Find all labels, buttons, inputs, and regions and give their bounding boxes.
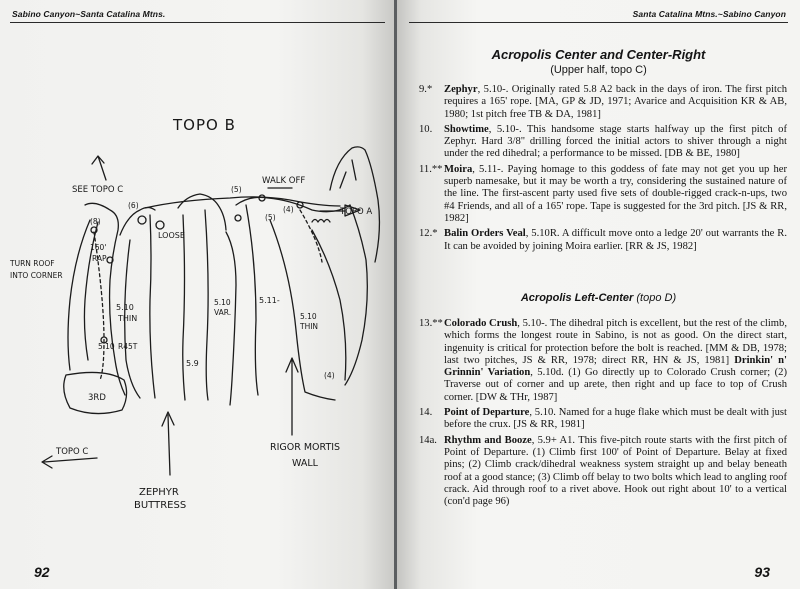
topo-b-drawing (0, 0, 394, 589)
topo-title: TOPO B (173, 116, 236, 134)
svg-text:TOPO C: TOPO C (56, 447, 89, 457)
section-title-left-center: Acropolis Left-Center (topo D) (520, 292, 677, 304)
svg-text:RAP: RAP (92, 254, 107, 263)
route-list-left-center (419, 318, 787, 508)
svg-text:ZEPHYR: ZEPHYR (139, 487, 179, 498)
svg-text:(5): (5) (231, 185, 242, 194)
svg-text:TOPO A: TOPO A (340, 207, 373, 217)
header-rule-right (409, 22, 788, 23)
svg-text:THIN: THIN (300, 322, 319, 331)
svg-text:5.10: 5.10 (116, 303, 134, 312)
svg-text:RIGOR MORTIS: RIGOR MORTIS (270, 442, 341, 453)
svg-text:VAR.: VAR. (214, 308, 232, 317)
left-page (0, 0, 394, 589)
running-head-right: Santa Catalina Mtns.~Sabino Canyon (632, 9, 786, 19)
svg-text:(4): (4) (283, 205, 294, 214)
svg-text:160': 160' (90, 243, 107, 252)
svg-text:SEE TOPO C: SEE TOPO C (72, 185, 124, 195)
svg-text:LOOSE: LOOSE (158, 231, 185, 240)
svg-text:(6): (6) (128, 201, 139, 210)
route-entry-9: 9.* Zephyr, 5.10-. Originally rated 5.8 A2 back in the days of iron. The first pitch requires a 165' rope. [MA, GP & JD, 1971; Avarice and Acquisition KR & AB, 1980; 1st pitch free TB & DA, 1981] (419, 84, 787, 120)
arrow-rigor-mortis (286, 358, 298, 435)
route-entry-12: 12.* Balin Orders Veal, 5.10R. A difficult move onto a ledge 20' out warrants the R. It can be avoided by joining Moira earlier. [RR & JS, 1982] (419, 228, 787, 252)
svg-text:WALL: WALL (292, 458, 318, 469)
svg-text:5.9: 5.9 (186, 359, 199, 368)
route-list-center (419, 84, 787, 253)
svg-text:INTO CORNER: INTO CORNER (10, 271, 63, 280)
svg-text:BUTTRESS: BUTTRESS (134, 500, 187, 511)
arrow-see-topo-c (92, 156, 106, 180)
svg-text:(4): (4) (324, 371, 335, 380)
buttress-outline (85, 203, 125, 395)
right-page (397, 0, 800, 589)
arrow-zephyr (162, 412, 174, 475)
route-entry-14: 14. Point of Departure, 5.10. Named for a huge flake which must be dealt with just before the crux. [JS & RR, 1981] (419, 407, 787, 431)
svg-text:5.10: 5.10 (214, 298, 231, 307)
svg-text:5.10: 5.10 (98, 342, 115, 351)
svg-text:(5): (5) (265, 213, 276, 222)
page-number-right: 93 (754, 564, 770, 580)
svg-text:5.11-: 5.11- (259, 296, 280, 305)
svg-text:R45T: R45T (118, 342, 138, 351)
section-subtitle-center: (Upper half, topo C) (550, 64, 647, 76)
route-entry-11: 11.** Moira, 5.11-. Paying homage to this goddess of fate may not get you up her superb namesake, but it may be worth a try, considering the sustained nature of the line. The first-ascent party used five sets of double-rigged crack-n-ups, two #4 Friends, and all of a 165' rope. Tape is suggested for the 3rd pitch. [JS & RR, 1982] (419, 163, 787, 224)
route-entry-13: 13.** Colorado Crush, 5.10-. The dihedral pitch is excellent, but the rest of the climb, which forms the longest route in Sabino, is not as good. On the direct start, ingenuity is critical for protection before the bolt is reached. [MM & DB, 1978; last two pitches, JS & RR, 1978; direct RR, HN & JS, 1981] Drinkin' n' Grinnin' Variation, 5.10d. (1) Go directly up to Colorado Crush corner; (2) Traverse out of corner and up arete, then right and up face to top of Crush corner. [DW & THr, 1987] (419, 318, 787, 403)
svg-text:(8): (8) (90, 217, 101, 226)
svg-text:3RD: 3RD (88, 393, 106, 403)
running-head-left: Sabino Canyon~Santa Catalina Mtns. (12, 9, 166, 19)
summit-tower (330, 147, 379, 262)
arrow-topo-c (42, 456, 97, 468)
svg-text:THIN: THIN (118, 314, 138, 323)
page-number-left: 92 (34, 564, 50, 580)
svg-text:WALK OFF: WALK OFF (262, 176, 306, 186)
route-entry-10: 10. Showtime, 5.10-. This handsome stage starts halfway up the first pitch of Zephyr. Hard 3/8" drilling forced the initial actors to shiver through a night under the red dihedral; a performance to be missed. [DB & BE, 1980] (419, 123, 787, 160)
section-title-center: Acropolis Center and Center-Right (491, 47, 706, 62)
svg-text:TURN ROOF: TURN ROOF (10, 259, 55, 268)
svg-text:5.10: 5.10 (300, 312, 317, 321)
route-entry-14a: 14a. Rhythm and Booze, 5.9+ A1. This five-pitch route starts with the first pitch of Point of Departure. (1) Climb first 100' of Point of Departure. Belay at fixed pins; (2) Climb crack/dihedral weakness system straight up and belay beneath roof at a good stance; (3) Climb off belay to two bolts which lead to angling roof crack. Aid through roof to a rivet above. Hook out right about 10' to a vertical (con'd page 96) (419, 434, 787, 508)
